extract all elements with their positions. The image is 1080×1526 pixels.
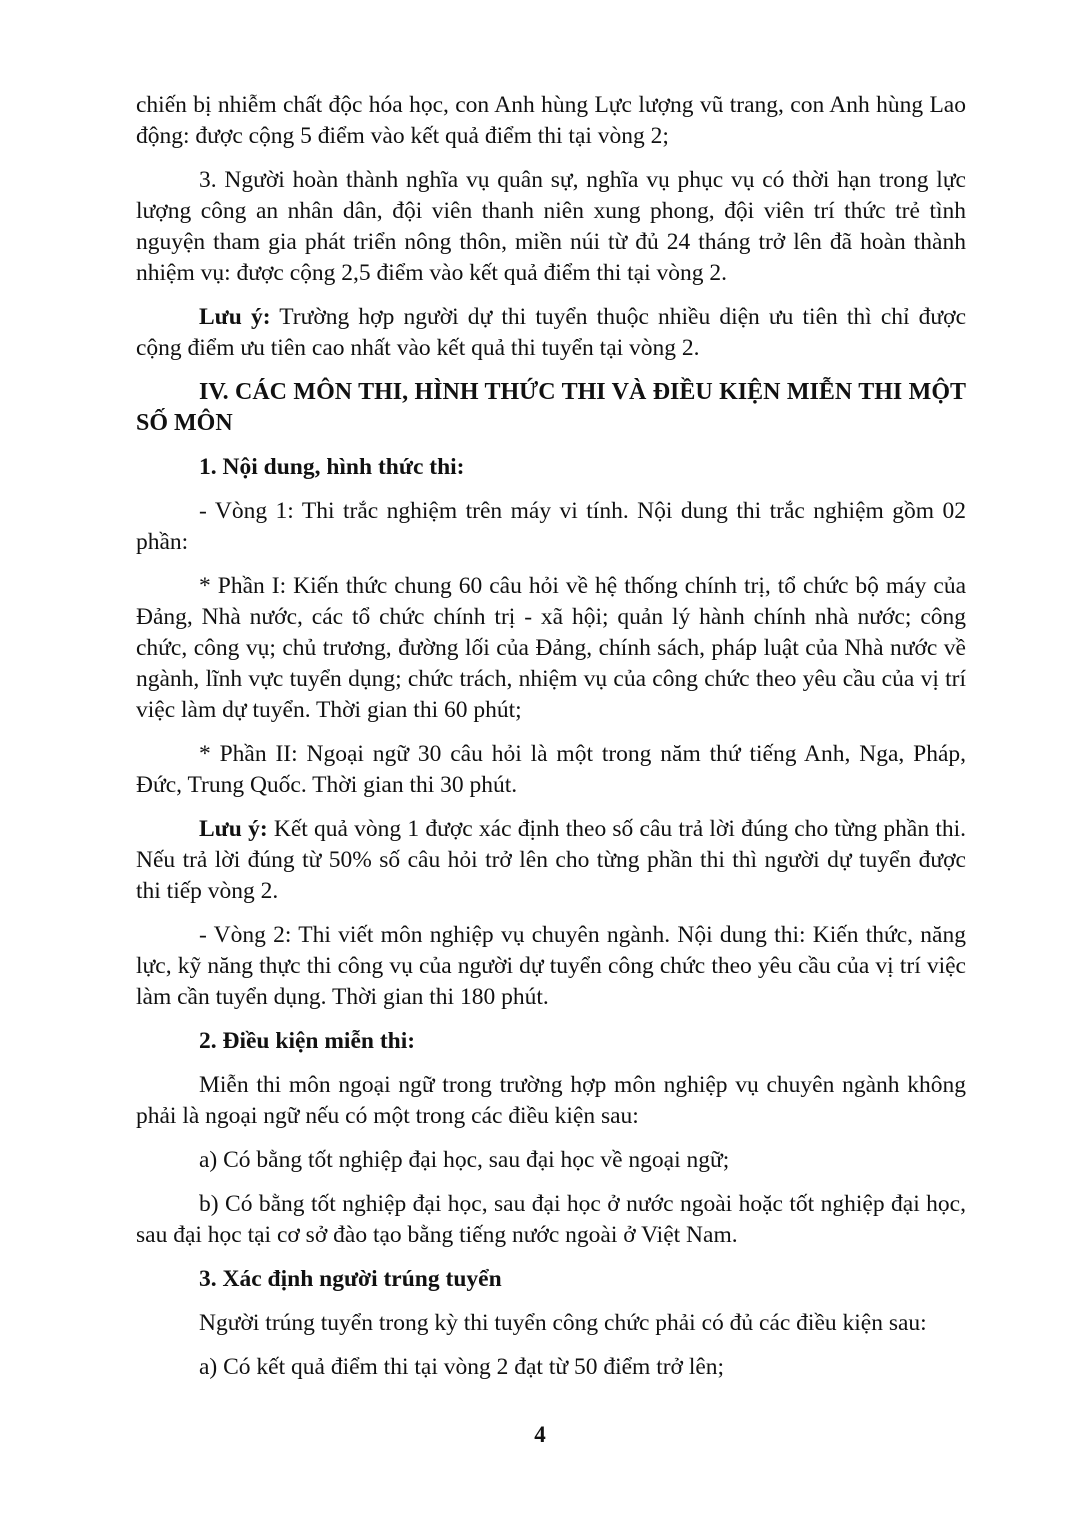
- note-text: Kết quả vòng 1 được xác định theo số câu trả lời đúng cho từng phần thi. Nếu trả lời đúng từ 50% số câu hỏi trở lên cho từng phần thi thì người dự tuyển được thi tiếp vòng 2.: [136, 816, 966, 904]
- paragraph-winner-a: a) Có kết quả điểm thi tại vòng 2 đạt từ 50 điểm trở lên;: [199, 1354, 725, 1380]
- paragraph-part-1: * Phần I: Kiến thức chung 60 câu hỏi về hệ thống chính trị, tổ chức bộ máy của Đảng, Nhà nước, các tổ chức chính trị - xã hội; quản lý hành chính nhà nước; công chức, công vụ; chủ trương, đường lối của Đảng, chính sách, pháp luật của Nhà nước về ngành, lĩnh vực tuyển dụng; chức trách, nhiệm vụ của công chức theo yêu cầu của vị trí việc làm dự tuyển. Thời gian thi 60 phút;: [136, 573, 966, 723]
- paragraph-note-2: [136, 814, 966, 907]
- note-text: Trường hợp người dự thi tuyển thuộc nhiều diện ưu tiên thì chỉ được cộng điểm ưu tiên cao nhất vào kết quả thi tuyển tại vòng 2.: [136, 304, 967, 361]
- paragraph-exemption-b: b) Có bằng tốt nghiệp đại học, sau đại học ở nước ngoài hoặc tốt nghiệp đại học, sau đại học tại cơ sở đào tạo bằng tiếng nước ngoài ở Việt Nam.: [136, 1191, 966, 1248]
- subheading-winner: 3. Xác định người trúng tuyển: [199, 1266, 502, 1292]
- note-label: Lưu ý:: [199, 816, 268, 842]
- paragraph-winner-intro: Người trúng tuyển trong kỳ thi tuyển công chức phải có đủ các điều kiện sau:: [199, 1310, 927, 1336]
- paragraph-exemption-intro: Miễn thi môn ngoại ngữ trong trường hợp môn nghiệp vụ chuyên ngành không phải là ngoại ngữ nếu có một trong các điều kiện sau:: [136, 1072, 966, 1129]
- document-body: [136, 90, 966, 1396]
- note-label: Lưu ý:: [199, 304, 271, 330]
- section-heading-iv: IV. CÁC MÔN THI, HÌNH THỨC THI VÀ ĐIỀU KIỆN MIỄN THI MỘT SỐ MÔN: [136, 379, 966, 436]
- paragraph-exemption-a: a) Có bằng tốt nghiệp đại học, sau đại học về ngoại ngữ;: [199, 1147, 730, 1173]
- paragraph-round-1: - Vòng 1: Thi trắc nghiệm trên máy vi tính. Nội dung thi trắc nghiệm gồm 02 phần:: [136, 498, 966, 555]
- paragraph-note-1: [136, 302, 966, 364]
- page-number: 4: [534, 1422, 546, 1447]
- subheading-content-format: 1. Nội dung, hình thức thi:: [199, 454, 465, 480]
- paragraph-round-2: - Vòng 2: Thi viết môn nghiệp vụ chuyên ngành. Nội dung thi: Kiến thức, năng lực, kỹ năng thực thi công vụ của người dự tuyển công chức theo yêu cầu của vị trí việc làm cần tuyển dụng. Thời gian thi 180 phút.: [136, 922, 966, 1010]
- subheading-exemption: 2. Điều kiện miễn thi:: [199, 1028, 416, 1054]
- paragraph-continuation: chiến bị nhiễm chất độc hóa học, con Anh hùng Lực lượng vũ trang, con Anh hùng Lao động: được cộng 5 điểm vào kết quả điểm thi tại vòng 2;: [136, 92, 966, 149]
- paragraph-item-3: 3. Người hoàn thành nghĩa vụ quân sự, nghĩa vụ phục vụ có thời hạn trong lực lượng công an nhân dân, đội viên thanh niên xung phong, đội viên trí thức trẻ tình nguyện tham gia phát triển nông thôn, miền núi từ đủ 24 tháng trở lên đã hoàn thành nhiệm vụ: được cộng 2,5 điểm vào kết quả điểm thi tại vòng 2.: [136, 167, 966, 286]
- paragraph-part-2: * Phần II: Ngoại ngữ 30 câu hỏi là một trong năm thứ tiếng Anh, Nga, Pháp, Đức, Trung Quốc. Thời gian thi 30 phút.: [136, 741, 966, 798]
